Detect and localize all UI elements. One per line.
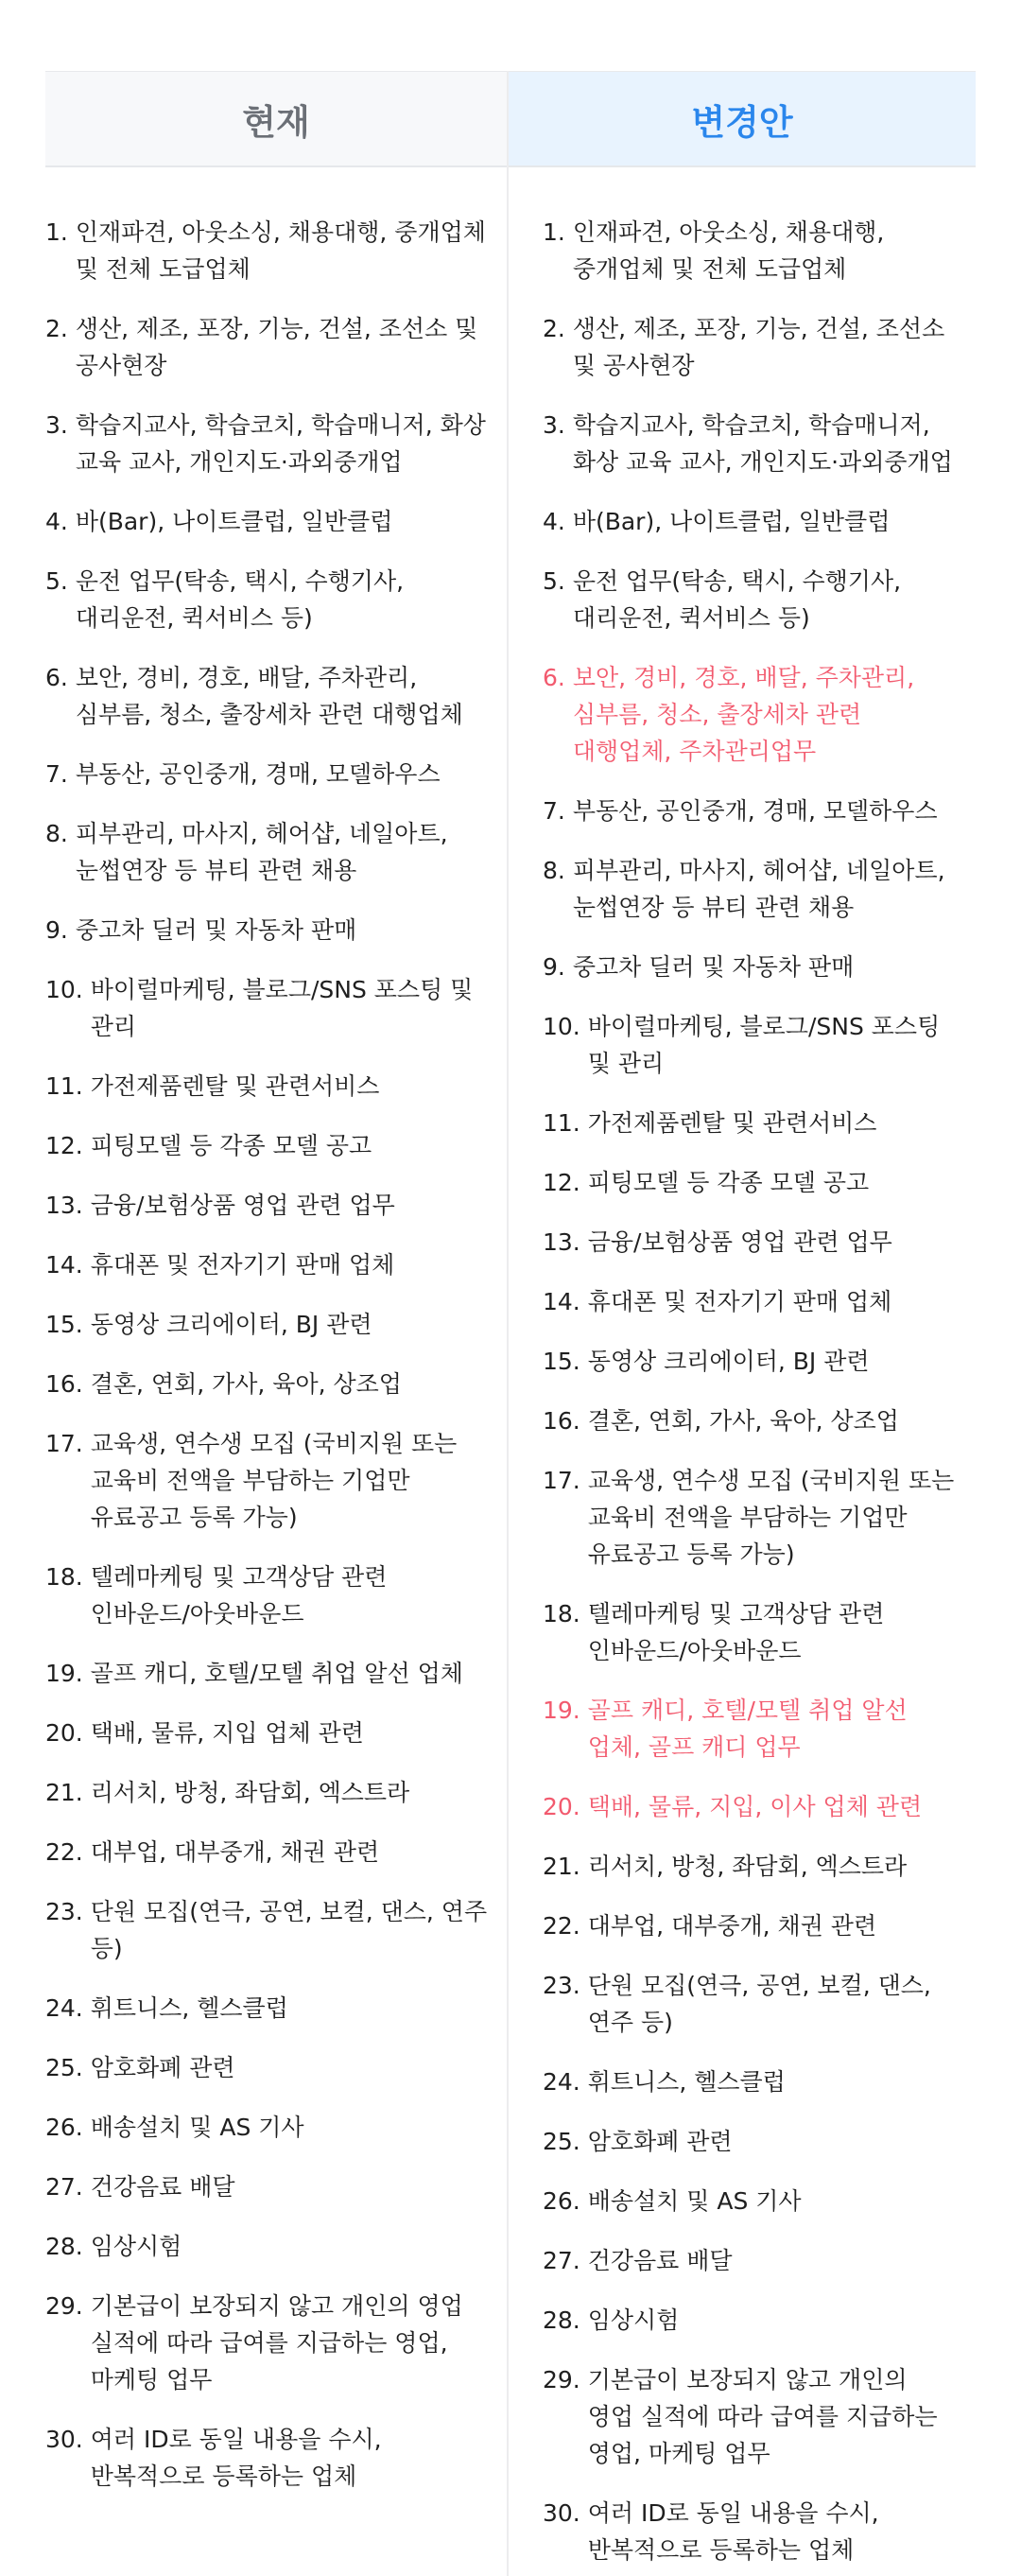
- item-text: 리서치, 방청, 좌담회, 엑스트라: [587, 1853, 908, 1880]
- item-text: 동영상 크리에이터, BJ 관련: [90, 1311, 372, 1338]
- item-text: 택배, 물류, 지입, 이사 업체 관련: [587, 1793, 923, 1820]
- item-text: 배송설치 및 AS 기사: [90, 2114, 304, 2141]
- list-item: [45, 1246, 507, 1283]
- list-item: [45, 1306, 507, 1343]
- item-text: 바이럴마케팅, 블로그/SNS 포스팅 및 관리: [90, 976, 474, 1040]
- list-item: [45, 1366, 507, 1402]
- item-number: 28.: [45, 2233, 83, 2260]
- item-number: 19.: [543, 1697, 580, 1724]
- item-number: 9.: [543, 953, 565, 981]
- item-text: 텔레마케팅 및 고객상담 관련 인바운드/아웃바운드: [90, 1563, 388, 1627]
- item-number: 7.: [543, 797, 565, 825]
- list-item: [543, 2302, 976, 2339]
- item-number: 10.: [45, 976, 83, 1003]
- list-item: [45, 2228, 507, 2265]
- item-number: 23.: [543, 1972, 580, 1999]
- item-text: 휴대폰 및 전자기기 판매 업체: [587, 1288, 892, 1315]
- item-text: 임상시험: [90, 2233, 182, 2260]
- list-item: [45, 563, 507, 636]
- item-text: 피팅모델 등 각종 모델 공고: [90, 1132, 372, 1159]
- list-item: [45, 1425, 507, 1536]
- list-item: [543, 407, 976, 480]
- list-item: [45, 971, 507, 1045]
- item-number: 18.: [543, 1600, 580, 1627]
- list-item: [543, 1848, 976, 1885]
- item-number: 2.: [543, 315, 565, 342]
- item-number: 6.: [45, 664, 68, 691]
- list-item: [543, 1283, 976, 1320]
- item-text: 여러 ID로 동일 내용을 수시, 반복적으로 등록하는 업체: [587, 2499, 879, 2564]
- list-item: [45, 1187, 507, 1224]
- item-text: 부동산, 공인중개, 경매, 모델하우스: [75, 760, 441, 788]
- item-text: 암호화폐 관련: [587, 2128, 733, 2155]
- item-number: 8.: [543, 857, 565, 884]
- item-text: 택배, 물류, 지입 업체 관련: [90, 1719, 364, 1747]
- item-text: 중고차 딜러 및 자동차 판매: [75, 916, 357, 944]
- item-text: 텔레마케팅 및 고객상담 관련 인바운드/아웃바운드: [587, 1600, 885, 1664]
- list-item: [543, 1907, 976, 1944]
- list-item: [543, 1402, 976, 1439]
- item-number: 18.: [45, 1563, 83, 1591]
- item-text: 휴대폰 및 전자기기 판매 업체: [90, 1251, 395, 1279]
- list-item: [45, 2421, 507, 2495]
- item-text: 피부관리, 마사지, 헤어샵, 네일아트, 눈썹연장 등 뷰티 관련 채용: [572, 857, 945, 921]
- item-text: 대부업, 대부중개, 채권 관련: [90, 1838, 380, 1866]
- item-number: 17.: [45, 1430, 83, 1457]
- item-text: 생산, 제조, 포장, 기능, 건설, 조선소 및 공사현장: [75, 315, 478, 379]
- item-number: 19.: [45, 1660, 83, 1687]
- item-number: 15.: [45, 1311, 83, 1338]
- item-text: 결혼, 연회, 가사, 육아, 상조업: [587, 1407, 899, 1435]
- item-number: 21.: [543, 1853, 580, 1880]
- item-number: 5.: [543, 567, 565, 595]
- item-number: 1.: [45, 218, 68, 246]
- item-number: 29.: [543, 2366, 580, 2393]
- item-text: 보안, 경비, 경호, 배달, 주차관리, 심부름, 청소, 출장세차 관련 대행업체: [75, 664, 463, 728]
- item-text: 기본급이 보장되지 않고 개인의 영업 실적에 따라 급여를 지급하는 영업, 마케팅 업무: [90, 2292, 463, 2393]
- item-number: 3.: [543, 411, 565, 439]
- comparison-table: [45, 71, 976, 2576]
- item-number: 20.: [45, 1719, 83, 1747]
- item-text: 단원 모집(연극, 공연, 보컬, 댄스, 연주 등): [90, 1898, 488, 1962]
- item-text: 임상시험: [587, 2306, 680, 2334]
- list-item: [45, 912, 507, 949]
- item-number: 24.: [543, 2068, 580, 2096]
- item-text: 바이럴마케팅, 블로그/SNS 포스팅 및 관리: [587, 1013, 941, 1077]
- list-item: [45, 1893, 507, 1967]
- item-number: 14.: [45, 1251, 83, 1279]
- list-item: [45, 1655, 507, 1692]
- list-item: [543, 1462, 976, 1573]
- item-text: 결혼, 연회, 가사, 육아, 상조업: [90, 1370, 402, 1398]
- item-text: 대부업, 대부중개, 채권 관련: [587, 1912, 877, 1940]
- list-item: [45, 659, 507, 733]
- list-item: [543, 1164, 976, 1201]
- item-text: 운전 업무(탁송, 택시, 수행기사, 대리운전, 퀵서비스 등): [572, 567, 902, 632]
- list-item: [45, 310, 507, 384]
- item-number: 29.: [45, 2292, 83, 2320]
- item-number: 22.: [543, 1912, 580, 1940]
- item-number: 10.: [543, 1013, 580, 1040]
- item-text: 암호화폐 관련: [90, 2054, 235, 2081]
- list-item: [543, 2495, 976, 2568]
- item-number: 27.: [543, 2247, 580, 2274]
- item-number: 30.: [543, 2499, 580, 2527]
- item-text: 기본급이 보장되지 않고 개인의 영업 실적에 따라 급여를 지급하는 영업, 마케팅 업무: [587, 2366, 938, 2467]
- item-text: 중고차 딜러 및 자동차 판매: [572, 953, 855, 981]
- item-text: 리서치, 방청, 좌담회, 엑스트라: [90, 1779, 410, 1806]
- item-number: 25.: [543, 2128, 580, 2155]
- item-number: 5.: [45, 567, 68, 595]
- item-text: 운전 업무(탁송, 택시, 수행기사, 대리운전, 퀵서비스 등): [75, 567, 405, 632]
- list-item: [45, 1990, 507, 2027]
- item-number: 13.: [543, 1228, 580, 1256]
- list-item: [45, 2168, 507, 2205]
- list-item: [45, 214, 507, 287]
- changed-list-item: [543, 1788, 976, 1825]
- item-text: 학습지교사, 학습코치, 학습매니저, 화상 교육 교사, 개인지도·과외중개업: [75, 411, 486, 476]
- list-item: [45, 1068, 507, 1105]
- list-item: [45, 1774, 507, 1811]
- item-number: 3.: [45, 411, 68, 439]
- item-number: 22.: [45, 1838, 83, 1866]
- item-number: 1.: [543, 218, 565, 246]
- item-number: 24.: [45, 1994, 83, 2022]
- item-text: 휘트니스, 헬스클럽: [90, 1994, 288, 2022]
- item-text: 골프 캐디, 호텔/모텔 취업 알선 업체, 골프 캐디 업무: [587, 1697, 908, 1761]
- item-text: 바(Bar), 나이트클럽, 일반클럽: [572, 508, 891, 535]
- list-item: [543, 2361, 976, 2472]
- current-header: 현재: [45, 71, 507, 167]
- item-number: 30.: [45, 2426, 83, 2453]
- list-item: [543, 852, 976, 926]
- item-text: 건강음료 배달: [587, 2247, 733, 2274]
- item-number: 6.: [543, 664, 565, 691]
- item-text: 여러 ID로 동일 내용을 수시, 반복적으로 등록하는 업체: [90, 2426, 382, 2490]
- item-number: 2.: [45, 315, 68, 342]
- proposed-header: 변경안: [509, 71, 976, 167]
- item-text: 인재파견, 아웃소싱, 채용대행, 중개업체 및 전체 도급업체: [572, 218, 885, 283]
- item-number: 12.: [45, 1132, 83, 1159]
- item-number: 4.: [543, 508, 565, 535]
- list-item: [543, 1595, 976, 1669]
- list-item: [543, 792, 976, 829]
- item-number: 11.: [543, 1109, 580, 1137]
- item-text: 피부관리, 마사지, 헤어샵, 네일아트, 눈썹연장 등 뷰티 관련 채용: [75, 820, 448, 884]
- item-text: 건강음료 배달: [90, 2173, 235, 2201]
- list-item: [543, 503, 976, 540]
- item-number: 27.: [45, 2173, 83, 2201]
- list-item: [45, 756, 507, 792]
- item-text: 학습지교사, 학습코치, 학습매니저, 화상 교육 교사, 개인지도·과외중개업: [572, 411, 953, 476]
- item-number: 17.: [543, 1467, 580, 1494]
- item-number: 20.: [543, 1793, 580, 1820]
- item-number: 7.: [45, 760, 68, 788]
- item-text: 금융/보험상품 영업 관련 업무: [90, 1192, 395, 1219]
- list-item: [45, 1714, 507, 1751]
- list-item: [543, 214, 976, 287]
- item-text: 동영상 크리에이터, BJ 관련: [587, 1348, 870, 1375]
- list-item: [543, 2242, 976, 2279]
- item-number: 16.: [543, 1407, 580, 1435]
- item-number: 16.: [45, 1370, 83, 1398]
- list-item: [543, 1967, 976, 2041]
- item-text: 단원 모집(연극, 공연, 보컬, 댄스, 연주 등): [587, 1972, 931, 2036]
- item-number: 15.: [543, 1348, 580, 1375]
- item-text: 교육생, 연수생 모집 (국비지원 또는 교육비 전액을 부담하는 기업만 유료공고 등록 가능): [587, 1467, 955, 1568]
- proposed-list: [509, 167, 976, 2568]
- list-item: [543, 1105, 976, 1141]
- list-item: [543, 1008, 976, 1082]
- list-item: [45, 1558, 507, 1632]
- item-text: 배송설치 및 AS 기사: [587, 2187, 802, 2215]
- current-column: [45, 71, 509, 2576]
- list-item: [543, 2063, 976, 2100]
- list-item: [543, 1224, 976, 1261]
- item-text: 부동산, 공인중개, 경매, 모델하우스: [572, 797, 938, 825]
- list-item: [45, 503, 507, 540]
- list-item: [45, 407, 507, 480]
- item-number: 11.: [45, 1072, 83, 1100]
- item-text: 보안, 경비, 경호, 배달, 주차관리, 심부름, 청소, 출장세차 관련 대행업체, 주차관리업무: [572, 664, 915, 765]
- item-number: 4.: [45, 508, 68, 535]
- item-number: 25.: [45, 2054, 83, 2081]
- item-text: 교육생, 연수생 모집 (국비지원 또는 교육비 전액을 부담하는 기업만 유료공고 등록 가능): [90, 1430, 458, 1531]
- list-item: [45, 1127, 507, 1164]
- item-text: 생산, 제조, 포장, 기능, 건설, 조선소 및 공사현장: [572, 315, 945, 379]
- list-item: [543, 1343, 976, 1380]
- list-item: [45, 1834, 507, 1871]
- list-item: [543, 949, 976, 985]
- current-list: [45, 167, 507, 2495]
- item-text: 휘트니스, 헬스클럽: [587, 2068, 786, 2096]
- item-number: 23.: [45, 1898, 83, 1925]
- list-item: [45, 2109, 507, 2146]
- changed-list-item: [543, 1692, 976, 1766]
- list-item: [543, 2183, 976, 2219]
- item-number: 26.: [543, 2187, 580, 2215]
- item-number: 21.: [45, 1779, 83, 1806]
- item-text: 바(Bar), 나이트클럽, 일반클럽: [75, 508, 393, 535]
- item-text: 금융/보험상품 영업 관련 업무: [587, 1228, 892, 1256]
- item-text: 골프 캐디, 호텔/모텔 취업 알선 업체: [90, 1660, 463, 1687]
- item-text: 피팅모델 등 각종 모델 공고: [587, 1169, 870, 1196]
- changed-list-item: [543, 659, 976, 770]
- item-text: 가전제품렌탈 및 관련서비스: [587, 1109, 877, 1137]
- list-item: [45, 815, 507, 889]
- proposed-column: [509, 71, 976, 2576]
- item-number: 28.: [543, 2306, 580, 2334]
- item-number: 9.: [45, 916, 68, 944]
- item-number: 8.: [45, 820, 68, 847]
- list-item: [45, 2288, 507, 2398]
- item-number: 13.: [45, 1192, 83, 1219]
- item-number: 26.: [45, 2114, 83, 2141]
- list-item: [543, 2123, 976, 2160]
- list-item: [543, 563, 976, 636]
- item-number: 12.: [543, 1169, 580, 1196]
- item-text: 가전제품렌탈 및 관련서비스: [90, 1072, 380, 1100]
- list-item: [45, 2049, 507, 2086]
- item-number: 14.: [543, 1288, 580, 1315]
- list-item: [543, 310, 976, 384]
- item-text: 인재파견, 아웃소싱, 채용대행, 중개업체 및 전체 도급업체: [75, 218, 486, 283]
